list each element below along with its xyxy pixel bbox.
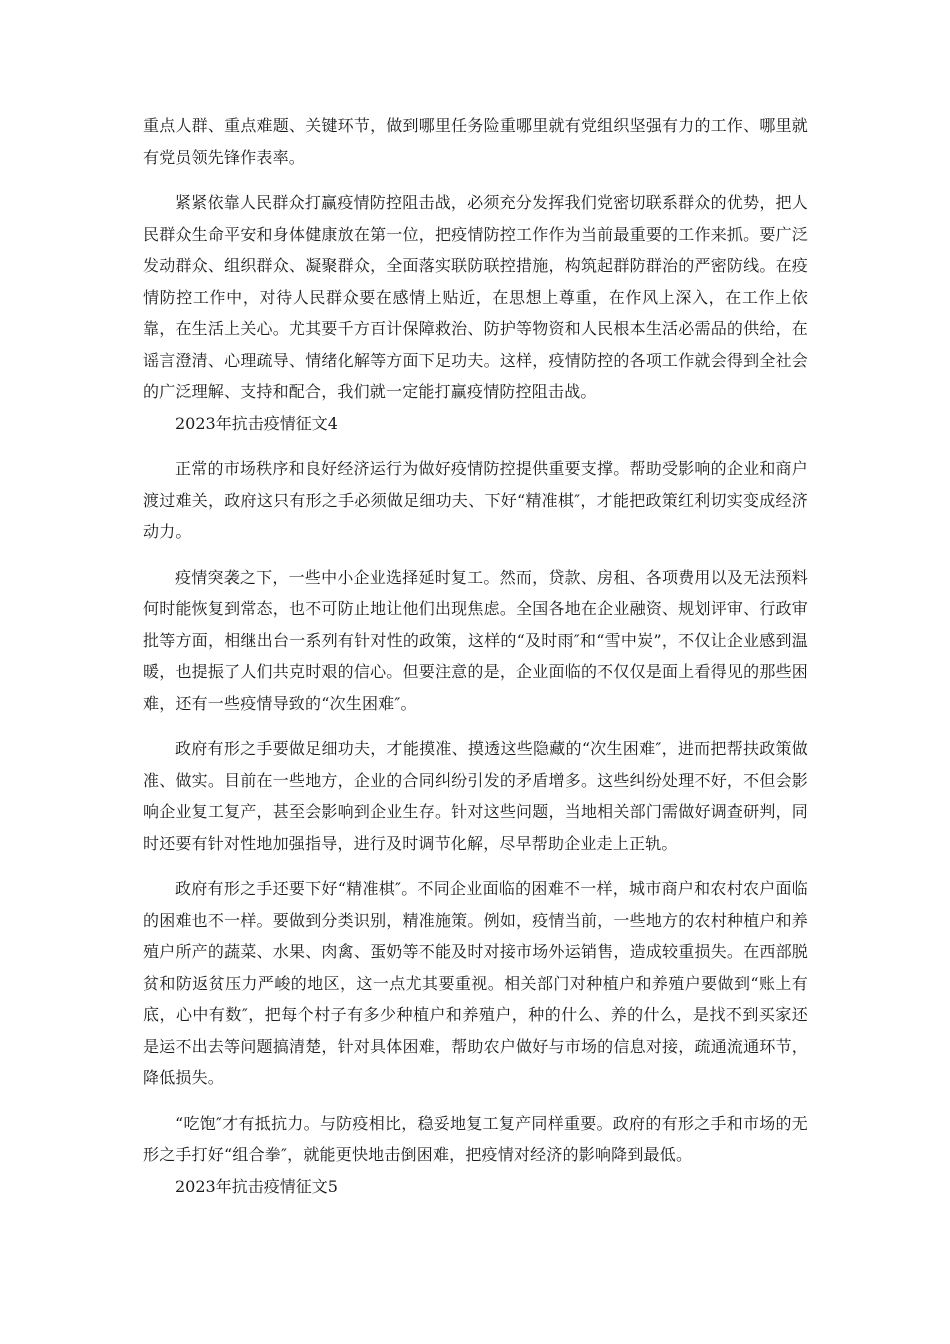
- paragraph-7: “吃饱″才有抵抗力。与防疫相比，稳妥地复工复产同样重要。政府的有形之手和市场的无形之手打好“组合拳″，就能更快地击倒困难，把疫情对经济的影响降到最低。: [143, 1113, 808, 1164]
- paragraph-4: 疫情突袭之下，一些中小企业选择延时复工。然而，贷款、房租、各项费用以及无法预料何时能恢复到常态，也不可防止地让他们出现焦虑。全国各地在企业融资、规划评审、行政审批等方面，相继出台一系列有针对性的政策，这样的“及时雨″和“雪中炭”，不仅让企业感到温暖，也提振了人们共克时艰的信心。但要注意的是，企业面临的不仅仅是面上看得见的那些困难，还有一些疫情导致的“次生困难″。: [143, 567, 808, 713]
- paragraph-1: 重点人群、重点难题、关键环节，做到哪里任务险重哪里就有党组织坚强有力的工作、哪里就有党员领先锋作表率。: [143, 116, 808, 167]
- paragraph-3: 正常的市场秩序和良好经济运行为做好疫情防控提供重要支撑。帮助受影响的企业和商户渡过难关，政府这只有形之手必须做足细功夫、下好“精准棋″，才能把政策红利切实变成经济动力。: [143, 459, 808, 541]
- paragraph-6: 政府有形之手还要下好“精准棋″。不同企业面临的困难不一样，城市商户和农村农户面临的困难也不一样。要做到分类识别，精准施策。例如，疫情当前，一些地方的农村种植户和养殖户所产的蔬菜、水果、肉禽、蛋奶等不能及时对接市场外运销售，造成较重损失。在西部脱贫和防返贫压力严峻的地区，这一点尤其要重视。相关部门对种植户和养殖户要做到“账上有底，心中有数″，把每个村子有多少种植户和养殖户，种的什么、养的什么，是找不到买家还是运不出去等问题搞清楚，针对具体困难，帮助农户做好与市场的信息对接，疏通流通环节，降低损失。: [143, 879, 808, 1087]
- paragraph-5: 政府有形之手要做足细功夫，才能摸准、摸透这些隐藏的“次生困难″，进而把帮扶政策做准、做实。目前在一些地方，企业的合同纠纷引发的矛盾增多。这些纠纷处理不好，不但会影响企业复工复产，甚至会影响到企业生存。针对这些问题，当地相关部门需做好调查研判，同时还要有针对性地加强指导，进行及时调节化解，尽早帮助企业走上正轨。: [143, 739, 808, 853]
- document-page: [143, 110, 808, 1202]
- section-heading-5: 2023年抗击疫情征文5: [175, 1176, 338, 1196]
- section-heading-4: 2023年抗击疫情征文4: [175, 413, 338, 433]
- paragraph-2: 紧紧依靠人民群众打赢疫情防控阻击战，必须充分发挥我们党密切联系群众的优势，把人民群众生命平安和身体健康放在第一位，把疫情防控工作作为当前最重要的工作来抓。要广泛发动群众、组织群众、凝聚群众，全面落实联防联控措施，构筑起群防群治的严密防线。在疫情防控工作中，对待人民群众要在感情上贴近，在思想上尊重，在作风上深入，在工作上依靠，在生活上关心。尤其要千方百计保障救治、防护等物资和人民根本生活必需品的供给，在谣言澄清、心理疏导、情绪化解等方面下足功夫。这样，疫情防控的各项工作就会得到全社会的广泛理解、支持和配合，我们就一定能打赢疫情防控阻击战。: [143, 193, 808, 401]
